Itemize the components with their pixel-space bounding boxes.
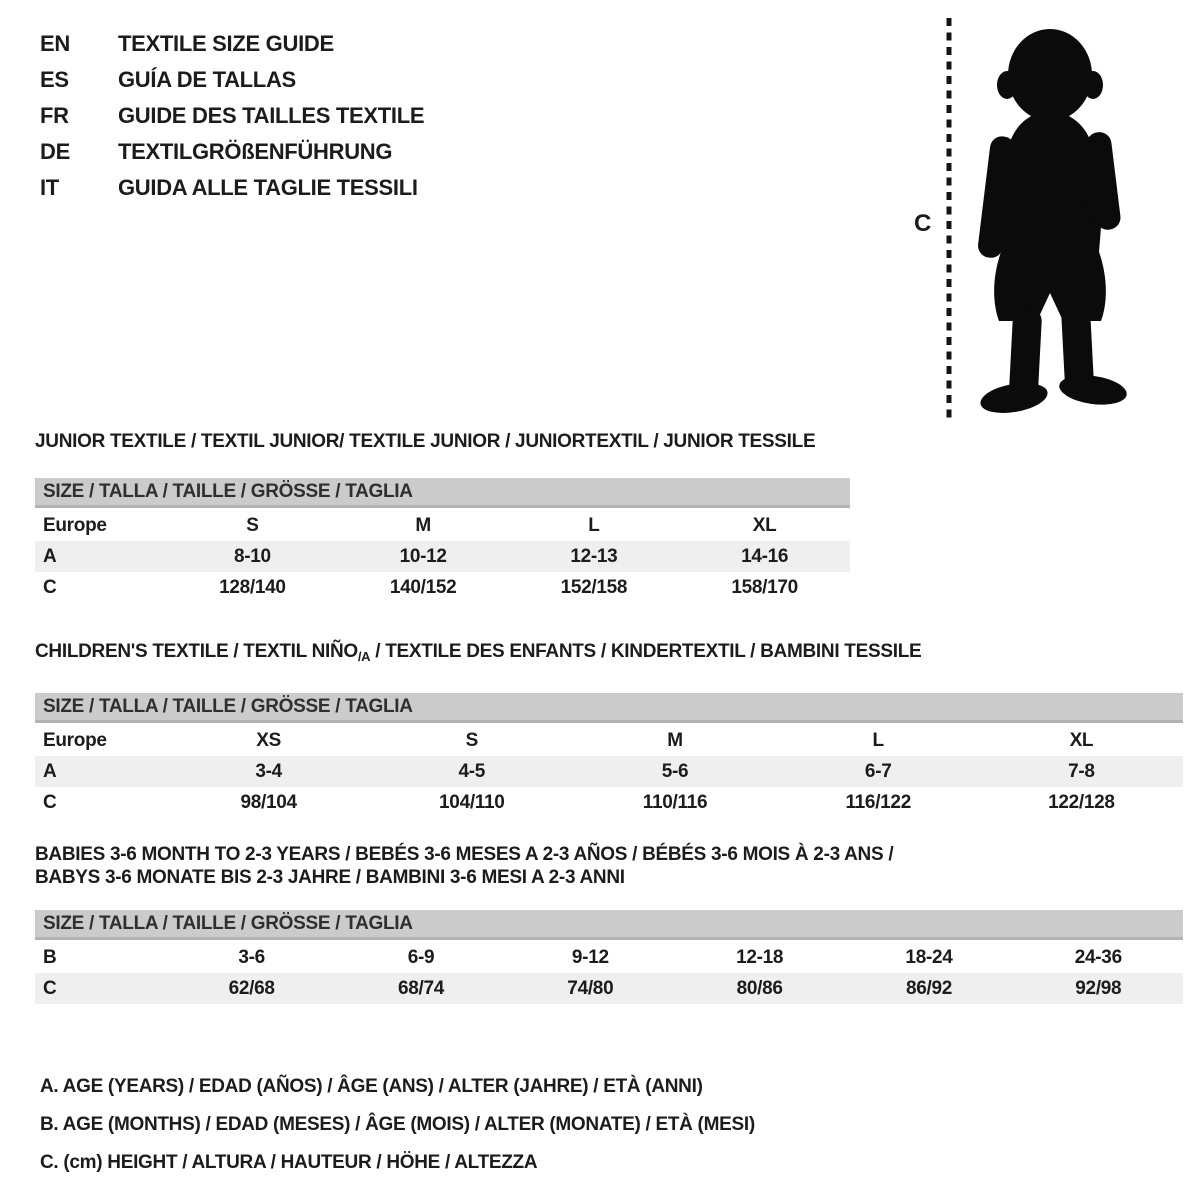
table-cell: 86/92 <box>905 977 952 999</box>
table-cell: 92/98 <box>1075 977 1122 999</box>
table-cell: XL <box>752 514 777 536</box>
language-title: TEXTILGRÖßENFÜHRUNG <box>118 139 393 164</box>
legend-line-a: A. AGE (YEARS) / EDAD (AÑOS) / ÂGE (ANS) / ALTER (JAHRE) / ETÀ (ANNI) <box>40 1076 703 1097</box>
language-header <box>40 26 424 206</box>
language-row-es <box>40 62 424 98</box>
children-title-sub: /A <box>357 649 371 664</box>
children-section <box>35 640 1183 818</box>
language-row-fr <box>40 98 424 134</box>
row-label: A <box>43 545 57 567</box>
table-cell: XS <box>256 729 281 751</box>
table-cell: 6-7 <box>864 760 892 782</box>
height-figure <box>900 10 1160 430</box>
language-title: GUIDA ALLE TAGLIE TESSILI <box>118 175 418 200</box>
table-cell: 68/74 <box>397 977 445 999</box>
children-title-post: / TEXTILE DES ENFANTS / KINDERTEXTIL / BAMBINI TESSILE <box>370 641 922 662</box>
row-label: Europe <box>43 514 107 536</box>
language-code: DE <box>40 139 70 164</box>
table-cell: 104/110 <box>439 791 505 813</box>
table-cell: S <box>246 514 259 536</box>
table-cell: 18-24 <box>905 946 953 968</box>
row-label: A <box>43 760 57 782</box>
table-cell: 158/170 <box>731 576 798 598</box>
babies-section-title-line1: BABIES 3-6 MONTH TO 2-3 YEARS / BEBÉS 3-6 MESES A 2-3 AÑOS / BÉBÉS 3-6 MOIS À 2-3 ANS / <box>35 844 894 865</box>
size-header-band: SIZE / TALLA / TAILLE / GRÖSSE / TAGLIA <box>35 478 850 508</box>
babies-section <box>35 843 1183 1004</box>
height-measure-line <box>944 18 954 420</box>
table-cell: 128/140 <box>219 576 286 598</box>
row-label: B <box>43 946 57 968</box>
children-section-title <box>35 640 1183 668</box>
junior-section-title: JUNIOR TEXTILE / TEXTIL JUNIOR/ TEXTILE JUNIOR / JUNIORTEXTIL / JUNIOR TESSILE <box>35 431 816 452</box>
table-cell: 6-9 <box>407 946 435 968</box>
table-row <box>35 572 850 603</box>
table-cell: 10-12 <box>399 545 447 567</box>
table-row <box>35 510 850 541</box>
children-table <box>35 693 1183 818</box>
table-cell: 74/80 <box>567 977 614 999</box>
children-title-pre: CHILDREN'S TEXTILE / TEXTIL NIÑO <box>35 641 358 662</box>
table-cell: 80/86 <box>736 977 783 999</box>
language-code: ES <box>40 67 69 92</box>
table-cell: 8-10 <box>233 545 271 567</box>
table-cell: M <box>667 729 683 751</box>
table-cell: 12-13 <box>570 545 618 567</box>
table-cell: L <box>588 514 600 536</box>
language-title: GUÍA DE TALLAS <box>118 67 296 92</box>
row-label: C <box>43 576 57 598</box>
table-cell: 3-4 <box>255 760 282 782</box>
language-title: TEXTILE SIZE GUIDE <box>118 31 334 56</box>
row-label: Europe <box>43 729 107 751</box>
table-cell: S <box>465 729 478 751</box>
table-cell: 5-6 <box>661 760 689 782</box>
table-cell: 3-6 <box>238 946 265 968</box>
row-label: C <box>43 791 57 813</box>
language-row-en <box>40 26 424 62</box>
language-code: EN <box>40 31 70 56</box>
table-cell: 4-5 <box>458 760 486 782</box>
language-row-it <box>40 170 424 206</box>
table-cell: 140/152 <box>389 576 457 598</box>
table-cell: M <box>415 514 431 536</box>
table-cell: 12-18 <box>736 946 784 968</box>
legend-line-b: B. AGE (MONTHS) / EDAD (MESES) / ÂGE (MOIS) / ALTER (MONATE) / ETÀ (MESI) <box>40 1114 755 1135</box>
table-cell: 9-12 <box>571 946 609 968</box>
table-cell: 152/158 <box>560 576 628 598</box>
table-row <box>35 725 1183 756</box>
language-title: GUIDE DES TAILLES TEXTILE <box>118 103 425 128</box>
table-cell: 7-8 <box>1068 760 1095 782</box>
size-header-band: SIZE / TALLA / TAILLE / GRÖSSE / TAGLIA <box>35 693 1183 723</box>
table-row <box>35 973 1183 1004</box>
height-measure-label: C <box>914 210 932 237</box>
table-cell: 122/128 <box>1048 791 1115 813</box>
junior-table <box>35 478 850 603</box>
language-code: IT <box>40 175 59 200</box>
table-cell: L <box>872 729 884 751</box>
table-row <box>35 787 1183 818</box>
table-cell: 14-16 <box>741 545 789 567</box>
size-header-band: SIZE / TALLA / TAILLE / GRÖSSE / TAGLIA <box>35 910 1183 940</box>
language-code: FR <box>40 103 69 128</box>
row-label: C <box>43 977 57 999</box>
table-cell: XL <box>1069 729 1094 751</box>
legend-line-c: C. (cm) HEIGHT / ALTURA / HAUTEUR / HÖHE / ALTEZZA <box>40 1152 538 1173</box>
table-row <box>35 756 1183 787</box>
legend <box>40 1068 755 1182</box>
table-cell: 110/116 <box>642 791 708 813</box>
language-row-de <box>40 134 424 170</box>
table-cell: 116/122 <box>845 791 911 813</box>
table-cell: 98/104 <box>240 791 297 813</box>
baby-silhouette-icon <box>962 12 1140 417</box>
table-cell: 62/68 <box>228 977 275 999</box>
babies-section-title-line2: BABYS 3-6 MONATE BIS 2-3 JAHRE / BAMBINI 3-6 MESI A 2-3 ANNI <box>35 867 625 888</box>
junior-section <box>35 430 850 603</box>
babies-table <box>35 910 1183 1004</box>
table-row <box>35 942 1183 973</box>
table-row <box>35 541 850 572</box>
table-cell: 24-36 <box>1074 946 1122 968</box>
